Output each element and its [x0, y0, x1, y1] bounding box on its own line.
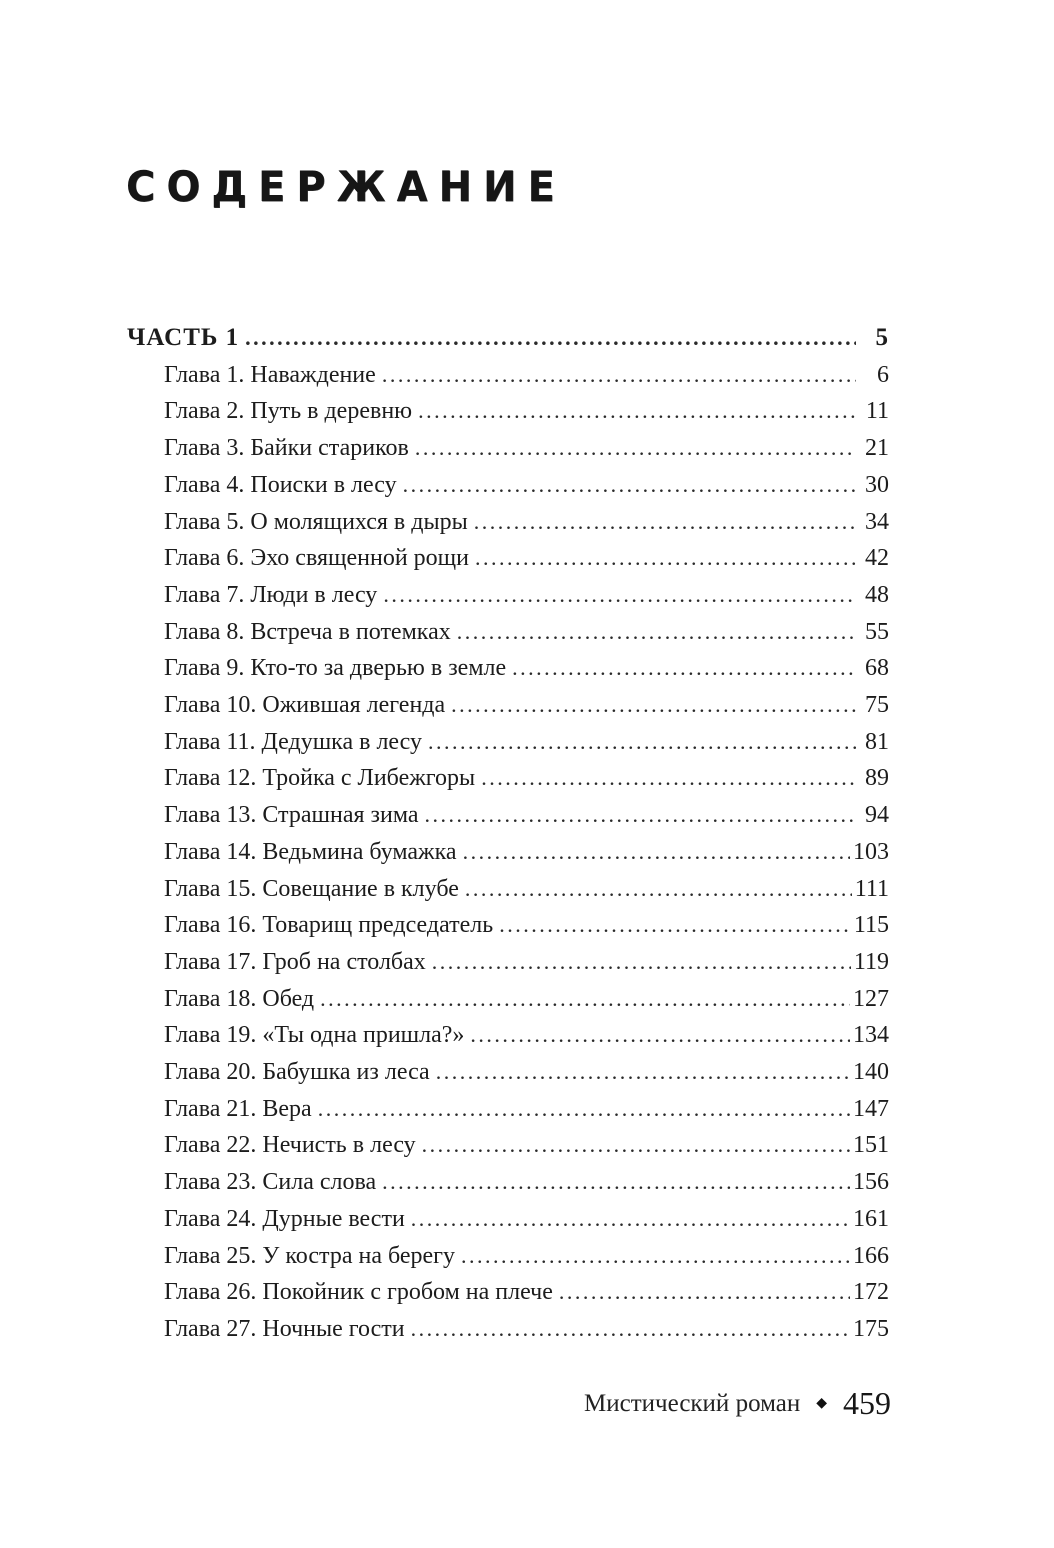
chapter-page: 147 [853, 1095, 889, 1122]
dot-leader [403, 467, 856, 504]
chapter-label: Глава 9. Кто-то за дверью в земле [164, 655, 507, 682]
chapter-label: Глава 7. Люди в лесу [164, 581, 378, 608]
dot-leader [425, 797, 856, 834]
dot-leader [245, 320, 856, 357]
chapter-page: 115 [853, 912, 889, 939]
chapter-label: Глава 3. Байки стариков [164, 435, 409, 462]
toc-chapter-row [127, 797, 889, 834]
chapter-label: Глава 18. Обед [164, 985, 315, 1012]
toc-chapter-row [127, 1238, 889, 1275]
dot-leader [463, 834, 850, 871]
chapter-page: 89 [865, 765, 889, 792]
chapter-label: Глава 1. Наваждение [164, 361, 376, 388]
chapter-label: Глава 21. Вера [164, 1095, 312, 1122]
footer-page-number: 459 [843, 1385, 891, 1421]
chapter-label: Глава 25. У костра на берегу [164, 1242, 456, 1269]
page-footer [584, 1385, 891, 1422]
chapter-page: 134 [853, 1022, 889, 1049]
dot-leader [418, 393, 856, 430]
chapter-page: 140 [853, 1059, 889, 1086]
chapter-page: 127 [853, 985, 889, 1012]
toc-chapter-row [127, 1311, 889, 1348]
chapter-label: Глава 14. Ведьмина бумажка [164, 838, 457, 865]
chapter-label: Глава 23. Сила слова [164, 1169, 377, 1196]
chapter-label: Глава 19. «Ты одна пришла?» [164, 1022, 465, 1049]
toc-chapter-row [127, 907, 889, 944]
dot-leader [559, 1274, 850, 1311]
toc-chapter-row [127, 834, 889, 871]
toc-chapter-row [127, 393, 889, 430]
table-of-contents [127, 320, 889, 1348]
chapter-label: Глава 20. Бабушка из леса [164, 1059, 430, 1086]
chapter-label: Глава 16. Товарищ председатель [164, 912, 494, 939]
dot-leader [411, 1201, 850, 1238]
chapter-page: 68 [865, 655, 889, 682]
dot-leader [436, 1054, 850, 1091]
part-label: ЧАСТЬ 1 [127, 324, 240, 351]
chapter-label: Глава 26. Покойник с гробом на плече [164, 1279, 553, 1306]
toc-chapter-row [127, 504, 889, 541]
toc-chapter-row [127, 981, 889, 1018]
dot-leader [474, 504, 856, 541]
chapter-page: 172 [853, 1279, 889, 1306]
toc-chapter-row [127, 687, 889, 724]
chapter-label: Глава 22. Нечисть в лесу [164, 1132, 416, 1159]
toc-chapter-row [127, 614, 889, 651]
chapter-page: 21 [865, 435, 889, 462]
toc-chapter-row [127, 467, 889, 504]
toc-chapter-row [127, 871, 889, 908]
dot-leader [382, 1164, 850, 1201]
chapter-label: Глава 8. Встреча в потемках [164, 618, 451, 645]
dot-leader [465, 871, 852, 908]
dot-leader [382, 357, 856, 394]
toc-part-row [127, 320, 889, 357]
chapter-page: 6 [877, 361, 889, 388]
dot-leader [432, 944, 851, 981]
dot-leader [320, 981, 850, 1018]
chapter-page: 161 [853, 1205, 889, 1232]
toc-chapter-row [127, 1017, 889, 1054]
chapter-page: 156 [853, 1169, 889, 1196]
chapter-label: Глава 17. Гроб на столбах [164, 948, 426, 975]
dot-leader [318, 1091, 850, 1128]
dot-leader [457, 614, 856, 651]
dot-leader [512, 650, 856, 687]
chapter-page: 166 [853, 1242, 889, 1269]
chapter-page: 42 [865, 545, 889, 572]
chapter-label: Глава 15. Совещание в клубе [164, 875, 459, 902]
toc-chapter-row [127, 944, 889, 981]
chapter-page: 175 [853, 1315, 889, 1342]
chapter-page: 34 [865, 508, 889, 535]
dot-leader [383, 577, 856, 614]
dot-leader [461, 1238, 850, 1275]
dot-leader [422, 1127, 850, 1164]
dot-leader [428, 724, 856, 761]
part-page-number: 5 [875, 324, 889, 351]
footer-series-label: Мистический роман [584, 1389, 801, 1417]
toc-chapter-row [127, 540, 889, 577]
chapter-label: Глава 5. О молящихся в дыры [164, 508, 468, 535]
chapter-label: Глава 12. Тройка с Либежгоры [164, 765, 476, 792]
chapter-label: Глава 13. Страшная зима [164, 802, 419, 829]
toc-chapter-row [127, 1201, 889, 1238]
toc-chapter-row [127, 1054, 889, 1091]
page-title: СОДЕРЖАНИЕ [126, 162, 566, 212]
toc-chapter-row [127, 1091, 889, 1128]
toc-chapter-row [127, 577, 889, 614]
chapter-label: Глава 2. Путь в деревню [164, 398, 413, 425]
dot-leader [451, 687, 856, 724]
toc-chapter-row [127, 1274, 889, 1311]
chapter-page: 94 [865, 802, 889, 829]
chapter-page: 75 [865, 692, 889, 719]
chapter-label: Глава 4. Поиски в лесу [164, 471, 397, 498]
chapter-page: 48 [865, 581, 889, 608]
chapter-label: Глава 24. Дурные вести [164, 1205, 405, 1232]
toc-chapter-list [127, 357, 889, 1348]
toc-chapter-row [127, 1164, 889, 1201]
chapter-page: 30 [865, 471, 889, 498]
toc-chapter-row [127, 1127, 889, 1164]
toc-chapter-row [127, 357, 889, 394]
chapter-page: 81 [865, 728, 889, 755]
dot-leader [415, 430, 856, 467]
chapter-page: 55 [865, 618, 889, 645]
chapter-page: 111 [854, 875, 889, 902]
chapter-page: 119 [853, 948, 889, 975]
dot-leader [499, 907, 851, 944]
dot-leader [411, 1311, 850, 1348]
chapter-page: 151 [853, 1132, 889, 1159]
dot-leader [475, 540, 856, 577]
chapter-page: 103 [853, 838, 889, 865]
chapter-page: 11 [865, 398, 889, 425]
dot-leader [470, 1017, 850, 1054]
dot-leader [481, 760, 856, 797]
toc-chapter-row [127, 760, 889, 797]
chapter-label: Глава 11. Дедушка в лесу [164, 728, 423, 755]
chapter-label: Глава 10. Ожившая легенда [164, 692, 446, 719]
toc-chapter-row [127, 430, 889, 467]
chapter-label: Глава 27. Ночные гости [164, 1315, 405, 1342]
toc-chapter-row [127, 650, 889, 687]
chapter-label: Глава 6. Эхо священной рощи [164, 545, 469, 572]
toc-chapter-row [127, 724, 889, 761]
diamond-icon: ◆ [816, 1395, 827, 1411]
